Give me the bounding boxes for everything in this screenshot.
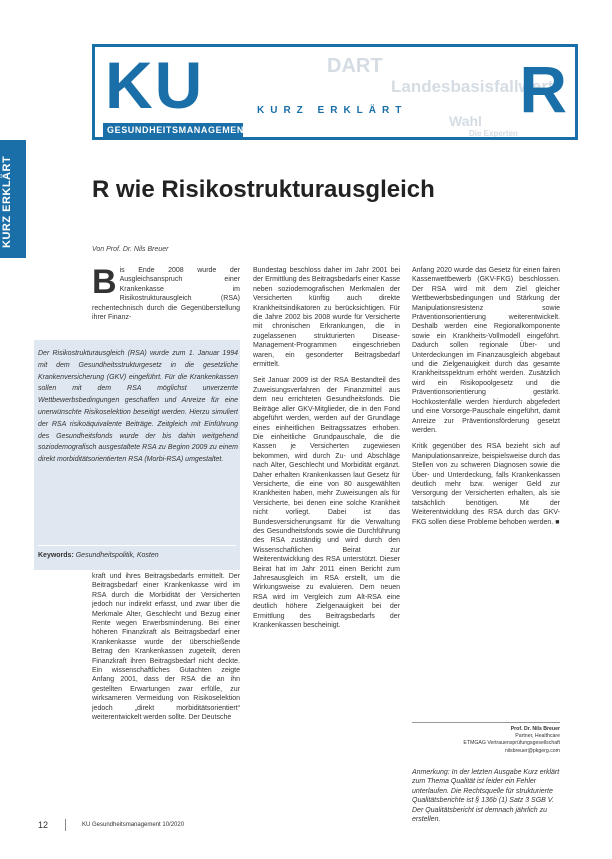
author-email: nilsbreuer@pkgerg.com [504,747,560,754]
author-name: Prof. Dr. Nils Breuer [510,726,560,732]
publication-info: KU Gesundheitsmanagement 10/2020 [82,822,185,828]
paragraph: is Ende 2008 wurde der Ausgleichsanspruch einer Krankenkasse im Risikostrukturausgleich (RSA) rechentechnisch durch die Gegenüberstellung ihrer Finanz- [92,267,240,322]
masthead-bg-word: DART [327,55,383,77]
byline: Von Prof. Dr. Nils Breuer [92,246,169,253]
page-title: R wie Risikostrukturausgleich [92,176,435,203]
masthead [92,44,578,140]
author-info [412,726,560,755]
masthead-bg-word: Die Experten [469,129,518,138]
logo-subtitle: GESUNDHEITSMANAGEMENT [107,125,251,135]
author-role: Partner, Healthcare [515,733,560,740]
logo-ku: KU [105,48,205,122]
abstract-text: Der Risikostrukturausgleich (RSA) wurde zum 1. Januar 1994 mit dem Gesundheitsstrukturgesetz in die gesetzliche Krankenversicherung (GKV) eingeführt. Für die Krankenkassen sollen mit dem RSA möglichst unverzerrte Wettbewerbsbedingungen geschaffen und Anreize für eine unerwünschte Risikoselektion beseitigt werden. Hierzu simuliert der RSA risikoäquivalente Beiträge. Zeitgleich mit Einführung des Gesundheitsfonds wurde der bis dahin weitgehend soziodemografisch ausgestaltete RSA zu Beginn 2009 zu einem direkt morbiditätsorientierten RSA (Morbi-RSA) umgestaltet. [38,350,238,464]
keywords-label: Keywords: [38,552,74,559]
paragraph: Seit Januar 2009 ist der RSA Bestandteil des Zuweisungsverfahren der Finanzmittel aus dem neu errichteten Gesundheitsfonds. Die Beiträge aller GKV-Mitglieder, die in den Fond abgeführt werden, werden auf der Grundlage eines einheitlichen Beitragssatzes erhoben. Die einheitliche Grundpauschale, die die Kassen je Versicherten zugewiesen bekommen, wird durch Zu- und Abschläge nach Alter, Geschlecht und Morbidität ergänzt. Daher erhalten Krankenkassen laut Gesetz für Versicherte, die eine von 80 ausgewählten Krankheiten haben, mehr Zuweisungen als für Versicherte, bei denen eine solche Krankheit nicht vorliegt. Dabei ist das Bundesversicherungsamt für die Verwaltung des Gesundheitsfonds sowie die Durchführung des RSA zuständig und wird durch den Wissenschaftlichen Beirat zur Weiterentwicklung des RSA unterstützt. Dieser Beirat hat im Jahr 2011 einen Bericht zum Jahresausgleich im RSA erstellt, um die Wirkungsweise zu evaluieren. Dem neuen RSA wird im Vergleich zum Alt-RSA eine deutlich höhere Zielgenauigkeit bei der Ermittlung des Beitragsbedarfs der Krankenkassen bescheinigt. [253,377,400,630]
article-column-2 [253,266,400,637]
paragraph: Bundestag beschloss daher im Jahr 2001 bei der Ermittlung des Beitragsbedarfs einer Kasse neben soziodemografischen Merkmalen der Versicherten künftig auch direkte Krankheitsindikatoren zu berücksichtigen. Für die Jahre 2002 bis 2008 wurde für Versicherte mit chronischen Erkrankungen, die in zugelassenen strukturierten Disease-Management-Programmen eingeschrieben waren, ein gesonderter Beitragsbedarf ermittelt. [253,267,400,369]
masthead-bg-word: Wahl [449,113,482,129]
abstract-divider [38,545,236,546]
masthead-bg-word: Landesbasisfallwert [391,77,554,96]
keywords-value: Gesundheitspolitik, Kosten [73,552,159,559]
article-column-1-bottom [92,572,240,730]
page-number: 12 [38,820,49,830]
drop-cap: B [92,263,117,301]
correction-note: Anmerkung: In der letzten Ausgabe Kurz erklärt zum Thema Qualität ist leider ein Fehler unterlaufen. Die Rechtsquelle für strukturierte Qualitätsberichte ist § 136b (1) Satz 3 SGB V. Der Qualitätsbericht ist demnach jährlich zu erstellen. [412,769,560,824]
paragraph: Anfang 2020 wurde das Gesetz für einen fairen Kassenwettbewerb (GKV-FKG) beschlossen. Der RSA wird mit dem Ziel gleicher Wettbewerbsbedingungen und Stärkung der Manipulationsresistenz sowie Präventionsorientierung weiterentwickelt. Deshalb werden eine Regionalkomponente sowie ein Krankheits-Vollmodell eingeführt. Dadurch sollen regionale Über- und Unterdeckungen im Finanzausgleich abgebaut und die Zielgenauigkeit durch das gesamte Krankheitsspektrum erhöht werden. Zusätzlich wird ein Risikopoolgesetz und die Präventionsorientierung gestärkt. Hochkostenfälle werden hierdurch abgefedert und eine Vorsorge-Pauschale eingeführt, damit Anreize zur Präventionsförderung gesetzt werden. [412,267,560,434]
section-kicker: KURZ ERKLÄRT [257,105,408,116]
paragraph: Kritik gegenüber des RSA bezieht sich auf Manipulationsanreize, beispielsweise durch das Stellen von zu schweren Diagnosen sowie die Über- und Unterdeckung, falls Krankenkassen deutlich mehr bzw. weniger Geld zur Versorgung der Versicherten erhalten, als sie tatsächlich benötigen. Mit der Weiterentwicklung des RSA durch das GKV-FKG sollen diese Probleme behoben werden. ■ [412,443,560,526]
footer-divider [65,819,66,831]
keywords [38,552,238,559]
author-company: ETMGAG Vertrauensprüfungsgesellschaft [463,740,560,747]
author-divider [412,722,560,723]
side-tab-label: KURZ ERKLÄRT [1,155,13,248]
topic-letter: R [519,52,567,126]
article-column-1-top [92,263,240,322]
paragraph: kraft und ihres Beitragsbedarfs ermittelt. Der Beitragsbedarf einer Krankenkasse wird im RSA durch die Morbidität der Versicherten jedoch nur indirekt erfasst, und zwar über die Merkmale Alter, Geschlecht und Bezug einer Rente wegen Erwerbsminderung. Bei einer höheren Finanzkraft als Beitragsbedarf einer Krankenkasse wurde der überschießende Betrag den Krankenkassen zugeteilt, deren Finanzkraft ihren Beitragsbedarf nicht deckte. Ein wissenschaftliches Gutachten zeigte Anfang 2001, dass der RSA die an ihn gestellten Erwartungen zwar erfülle, zur wirksameren Vermeidung von Risikoselektion jedoch „direkt morbiditätsorientiert“ weiterentwickelt werden sollte. Der Deutsche [92,573,240,722]
article-column-3 [412,266,560,534]
